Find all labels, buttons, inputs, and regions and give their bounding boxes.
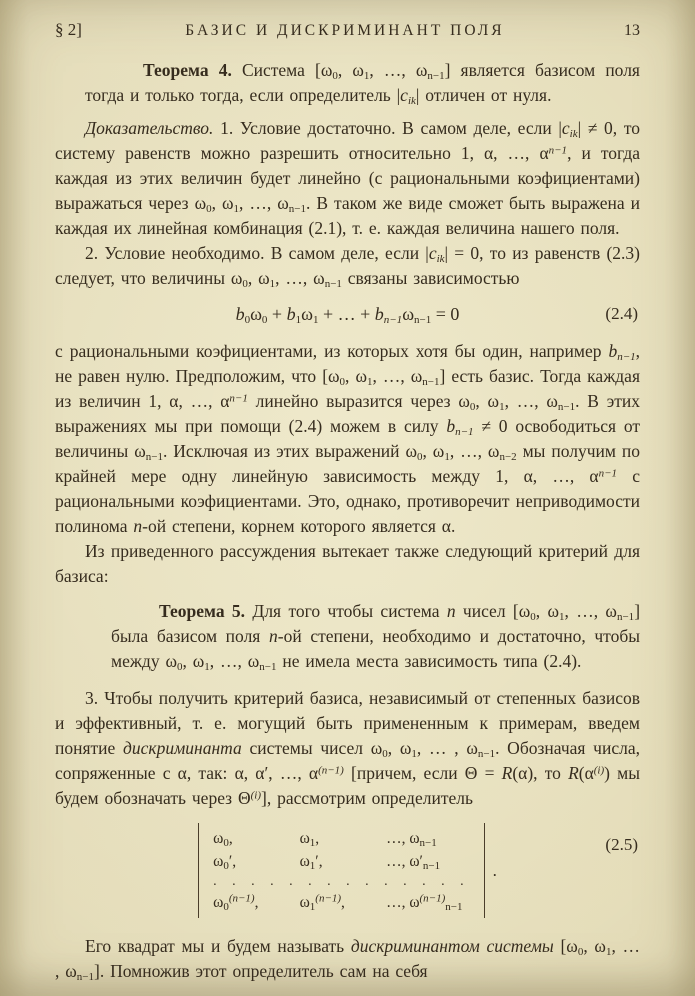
matrix-cell: $\omega_1^{(n-1)}$, — [299, 892, 345, 914]
equation-2-4-tag: (2.4) — [605, 304, 638, 323]
section-marker: § 2] — [55, 20, 82, 39]
page-number: 13 — [623, 22, 640, 39]
closing-paragraph: Его квадрат мы и будем называть дискриминантом системы [$\omega_0$, $\omega_1$, … , $\omega_{n-1}$]. Помножив этот определитель сам на себя — [55, 936, 640, 984]
matrix-cell: …, $\omega'_{n-1}$ — [386, 853, 441, 873]
matrix-cell: $\omega_0^{(n-1)}$, — [213, 892, 259, 914]
post-equation-paragraph: с рациональными коэфициентами, из которых хотя бы один, например $b_{n-1}$, не равен нулю. Предположим, что [$\omega_0$, $\omega_1$, …, $\omega_{n-1}$] есть базис. Тогда каждая из величин 1, α, …, $\alpha^{n-1}$ линейно выразится через $\omega_0$, $\omega_1$, …, $\omega_{n-1}$. В этих выражениях мы при помощи (2.4) можем в силу $b_{n-1} \ne 0$ освободиться от величины $\omega_{n-1}$. Исключая из этих выражений $\omega_0$, $\omega_1$, …, $\omega_{n-2}$ мы получим по крайней мере одну линейную зависимость между 1, α, …, $\alpha^{n-1}$ с рациональными коэфициентами. Это, однако, противоречит неприводимости полинома n-ой степени, корнем которого является α. — [55, 341, 641, 536]
matrix-cell: $\omega_1$, — [299, 830, 320, 850]
determinant-period: . — [492, 860, 497, 880]
determinant-matrix — [198, 823, 485, 918]
matrix-cell: …, $\omega^{(n-1)}_{n-1}$ — [386, 892, 463, 914]
matrix-cell: $\omega_0$, — [213, 830, 233, 850]
necessity-paragraph: 2. Условие необходимо. В самом деле, если $|c_{ik}| = 0$, то из равенств (2.3) следует, что величины $\omega_0$, $\omega_1$, …, $\omega_{n-1}$ связаны зависимостью — [55, 243, 640, 291]
remark-paragraph: Из приведенного рассуждения вытекает также следующий критерий для базиса: — [55, 541, 640, 586]
matrix-cell: $\omega_1'$, — [299, 853, 323, 873]
running-title: БАЗИС И ДИСКРИМИНАНТ ПОЛЯ — [185, 22, 505, 39]
theorem-5: Теорема 5. Для того чтобы система n чисел [$\omega_0$, $\omega_1$, …, $\omega_{n-1}$] была базисом поля n-ой степени, необходимо и достаточно, чтобы между $\omega_0$, $\omega_1$, …, $\omega_{n-1}$ не имела места зависимость типа (2.4). — [111, 601, 641, 674]
determinant-2-5 — [55, 823, 640, 918]
point-3-paragraph: 3. Чтобы получить критерий базиса, независимый от степенных базисов и эффективный, т. е. могущий быть примененным к примерам, введем понятие дискриминанта системы чисел $\omega_0$, $\omega_1$, … , $\omega_{n-1}$. Обозначая числа, сопряженные с α, так: α, α′, …, $\alpha^{(n-1)}$ [причем, если Θ = R(α), то $R(\alpha^{(i)})$ мы будем обозначать через $\Theta^{(i)}$], рассмотрим определитель — [55, 688, 640, 808]
matrix-cell: $\omega_0'$, — [213, 853, 237, 873]
matrix-dots-row: . . . . . . . . . . . . . . — [213, 874, 470, 889]
matrix-cell: …, $\omega_{n-1}$ — [386, 830, 437, 850]
equation-2-4-formula: $b_0\omega_0 + b_1\omega_1$ + … + $b_{n-1}\omega_{n-1} = 0$ — [235, 304, 460, 327]
equation-2-4 — [55, 299, 640, 329]
determinant-tag: (2.5) — [605, 835, 638, 854]
running-header — [55, 20, 640, 40]
proof-paragraph: Доказательство. 1. Условие достаточно. В самом деле, если $|c_{ik}| \ne 0$, то систему равенств можно разрешить относительно 1, α, …, $\alpha^{n-1}$, и тогда каждая из этих величин будет линейно (с рациональными коэфициентами) выражаться через $\omega_0$, $\omega_1$, …, $\omega_{n-1}$. В таком же виде сможет быть выражена и каждая их линейная комбинация (2.1), т. е. каждая величина нашего поля. — [55, 118, 640, 238]
theorem-4: Теорема 4. Система [$\omega_0$, $\omega_1$, …, $\omega_{n-1}$] является базисом поля тогда и только тогда, если определитель $|c_{ik}|$ отличен от нуля. — [85, 60, 640, 108]
